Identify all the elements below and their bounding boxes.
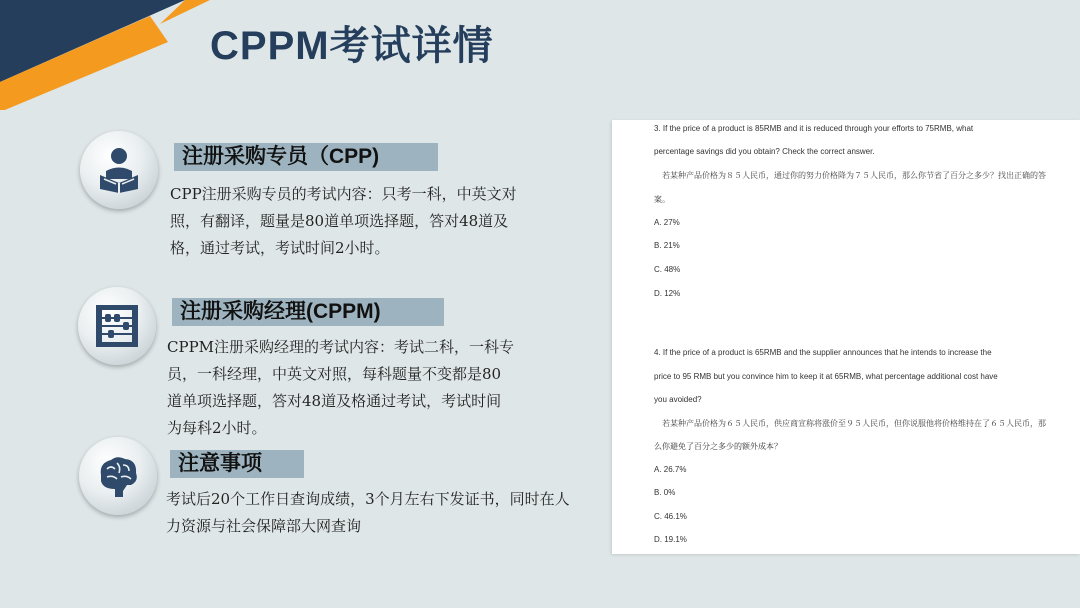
question-3-english: 3. If the price of a product is 85RMB and it is reduced through your efforts to 75RMB, what (654, 124, 974, 133)
page-title: CPPM考试详情 (210, 24, 494, 68)
description-line: 员，一科经理，中英文对照，每科题量不变都是80 (167, 365, 502, 383)
question-3-chinese: 若某种产品价格为８５人民币，通过你的努力价格降为７５人民币，那么你节省了百分之多少？找出正确的答 (662, 171, 1046, 180)
exam-sample-panel (612, 120, 1080, 554)
description-line: CPPM注册采购经理的考试内容：考试二科，一科专 (167, 338, 515, 356)
description-line: 为每科2小时。 (167, 419, 267, 437)
description-line: 力资源与社会保障部大网查询 (166, 517, 362, 535)
notes-description (166, 486, 570, 540)
cpp-description (170, 181, 517, 262)
question-3-option: C. 48% (654, 265, 681, 274)
description-line: 考试后20个工作日查询成绩，3个月左右下发证书，同时在人 (166, 490, 570, 508)
cppm-description (167, 334, 514, 442)
corner-stripes-decoration (0, 0, 240, 110)
brain-icon (79, 437, 157, 515)
question-4-english: you avoided? (654, 395, 702, 404)
notes-heading: 注意事项 (170, 450, 304, 478)
reading-person-icon (80, 131, 158, 209)
abacus-icon (78, 287, 156, 365)
question-3-english: percentage savings did you obtain? Check the correct answer. (654, 147, 875, 156)
description-line: 照，有翻译，题量是80道单项选择题，答对48道及 (170, 212, 509, 230)
description-line: 道单项选择题，答对48道及格通过考试，考试时间 (167, 392, 502, 410)
question-3-option: A. 27% (654, 218, 680, 227)
question-4-option: C. 46.1% (654, 512, 687, 521)
question-4-option: B. 0% (654, 488, 676, 497)
question-4-chinese: 若某种产品价格为６５人民币，供应商宣称将涨价至９５人民币，但你说服他将价格维持在了６５人民币，那 (662, 419, 1046, 428)
question-3-option: D. 12% (654, 289, 681, 298)
question-4-english: price to 95 RMB but you convince him to keep it at 65RMB, what percentage additional cost have (654, 372, 998, 381)
question-4-option: A. 26.7% (654, 465, 687, 474)
question-3-chinese: 案。 (654, 195, 670, 204)
cppm-heading: 注册采购经理(CPPM) (172, 298, 444, 326)
description-line: 格，通过考试，考试时间2小时。 (170, 239, 390, 257)
question-4-chinese: 么你避免了百分之多少的额外成本？ (654, 442, 782, 451)
description-line: CPP注册采购专员的考试内容：只考一科，中英文对 (170, 185, 517, 203)
question-3-option: B. 21% (654, 241, 680, 250)
question-4-english: 4. If the price of a product is 65RMB and the supplier announces that he intends to increase the (654, 348, 992, 357)
cpp-heading: 注册采购专员（CPP) (174, 143, 438, 171)
question-4-option: D. 19.1% (654, 535, 687, 544)
